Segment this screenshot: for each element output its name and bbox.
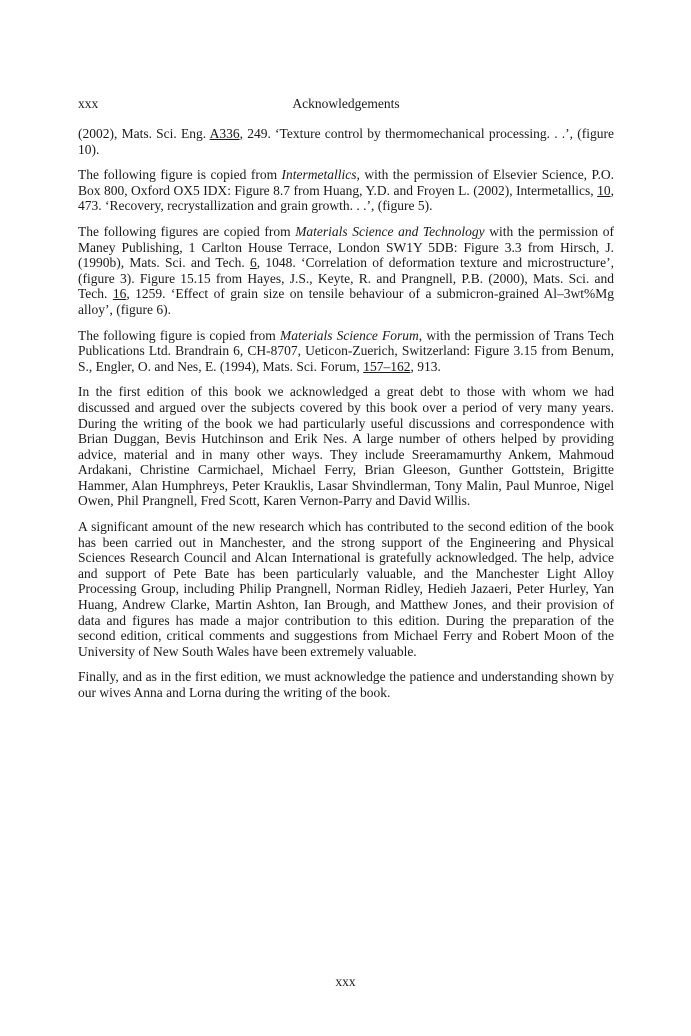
text-run: , 1259. ‘Effect of grain size on tensile behaviour of a submicron-grained Al–3wt%Mg alloy’, (figure 6).: [78, 286, 614, 317]
volume-number: 16: [112, 286, 127, 302]
paragraph-2: [78, 167, 614, 214]
header-title: Acknowledgements: [292, 96, 400, 111]
text-run: with the permission of Maney Publishing, 1 Carlton House Terrace, London SW1Y 5DB: Figure 3.3 from Hirsch, J. (1990b), Mats. Sci. and Tech.: [78, 223, 614, 271]
journal-title: Materials Science Forum: [279, 327, 419, 343]
paragraph-3: [78, 224, 614, 318]
volume-number: 157–162: [363, 358, 411, 374]
header-page-label: xxx: [78, 96, 99, 111]
text-run: , with the permission of Elsevier Science, P.O. Box 800, Oxford OX5 IDX: Figure 8.7 from Huang, Y.D. and Froyen L. (2002), Intermetallics,: [78, 167, 614, 198]
page-number: xxx: [335, 974, 356, 989]
text-run: (2002), Mats. Sci. Eng.: [78, 126, 210, 141]
volume-number: A336: [209, 126, 240, 141]
paragraph-4: [78, 328, 614, 375]
paragraph-6: A significant amount of the new research which has contributed to the second edition of the book has been carried out in Manchester, and the strong support of the Engineering and Physical Sciences Research Council and Alcan International is gratefully acknowledged. The help, advice and support of Pete Bate has been particularly valuable, and the Manchester Light Alloy Processing Group, including Philip Prangnell, Norman Ridley, Hedieh Jazaeri, Peter Hurley, Yan Huang, Andrew Clarke, Martin Ashton, Ian Brough, and Matthew Jones, and their provision of data and figures has made a major contribution to this edition. During the preparation of the second edition, critical comments and suggestions from Michael Ferry and Robert Moon of the University of New South Wales have been extremely valuable.: [78, 519, 614, 659]
journal-title: Intermetallics: [281, 167, 357, 183]
acknowledgements-body: [78, 126, 614, 711]
paragraph-1: [78, 126, 614, 157]
text-run: The following figure is copied from: [78, 167, 282, 183]
text-run: , 913.: [410, 358, 441, 374]
text-run: , with the permission of Trans Tech Publications Ltd. Brandrain 6, CH-8707, Ueticon-Zuerich, Switzerland: Figure 3.15 from Benum, S., Engler, O. and Nes, E. (1994), Mats. Sci. Forum,: [78, 327, 614, 374]
volume-number: 10: [597, 182, 611, 198]
text-run: , 473. ‘Recovery, recrystallization and grain growth. . .’, (figure 5).: [78, 182, 614, 214]
journal-title: Materials Science and Technology: [295, 223, 485, 239]
volume-number: 6: [250, 255, 257, 271]
text-run: The following figure is copied from: [78, 327, 280, 343]
paragraph-5: In the first edition of this book we acknowledged a great debt to those with whom we had discussed and argued over the subjects covered by this book over a period of very many years. During the writing of the book we had particularly useful discussions and correspondence with Brian Duggan, Bevis Hutchinson and Erik Nes. A large number of others helped by providing advice, material and in many other ways. They include Sreeramamurthy Ankem, Mahmoud Ardakani, Christine Carmichael, Michael Ferry, Brian Gleeson, Gunther Gottstein, Brigitte Hammer, Alan Humphreys, Peter Krauklis, Lasar Shvindlerman, Tony Malin, Paul Munroe, Nigel Owen, Phil Prangnell, Fred Scott, Karen Vernon-Parry and David Willis.: [78, 384, 614, 509]
running-header: [78, 96, 614, 114]
paragraph-7: Finally, and as in the first edition, we must acknowledge the patience and understanding shown by our wives Anna and Lorna during the writing of the book.: [78, 669, 614, 700]
text-run: The following figures are copied from: [78, 223, 296, 239]
text-run: , 249. ‘Texture control by thermomechanical processing. . .’, (figure 10).: [78, 126, 614, 157]
text-run: , 1048. ‘Correlation of deformation texture and microstructure’, (figure 3). Figure 15.15 from Hayes, J.S., Keyte, R. and Prangnell, P.B. (2000), Mats. Sci. and Tech.: [78, 255, 615, 302]
